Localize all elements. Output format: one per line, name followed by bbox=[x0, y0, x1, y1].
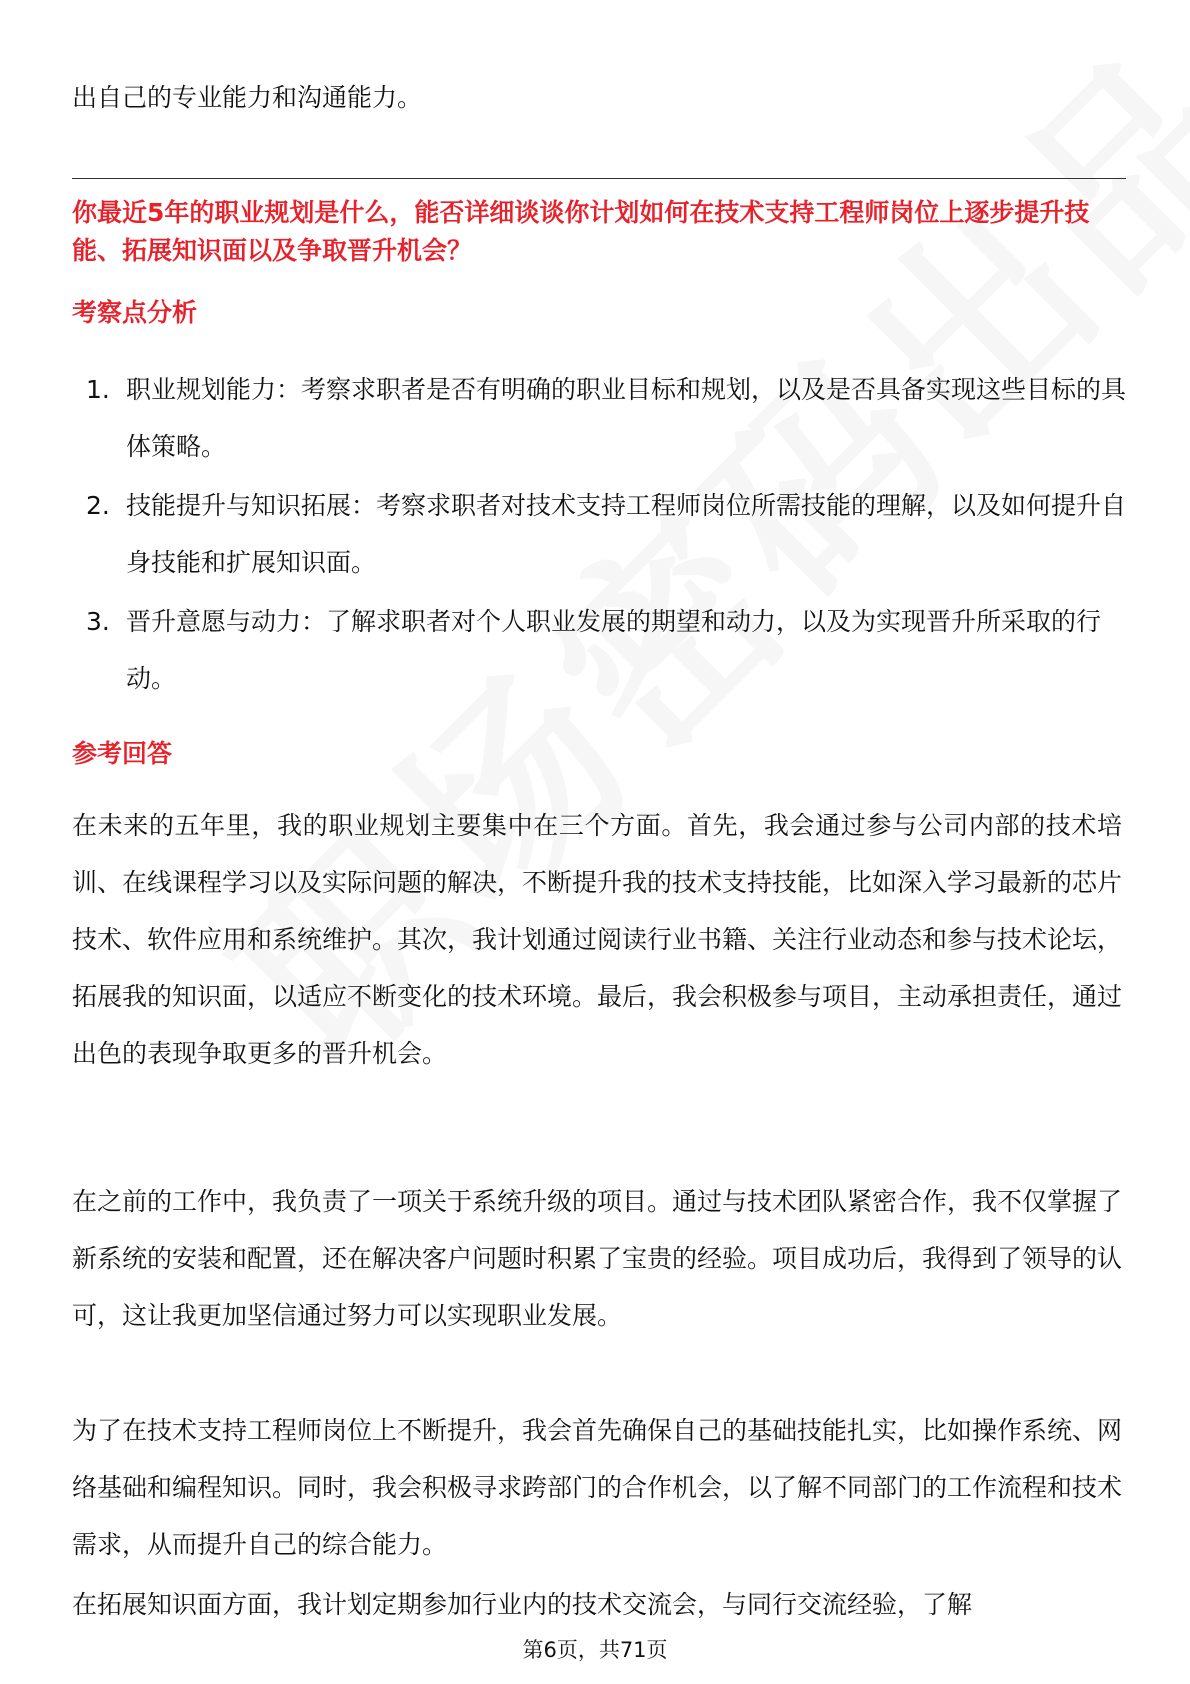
list-item bbox=[72, 361, 1132, 475]
section-divider bbox=[72, 178, 1126, 179]
list-item-number: 2. bbox=[86, 491, 110, 520]
list-item-text: 职业规划能力：考察求职者是否有明确的职业目标和规划，以及是否具备实现这些目标的具体策略。 bbox=[126, 375, 1127, 461]
answer-paragraph: 为了在技术支持工程师岗位上不断提升，我会首先确保自己的基础技能扎实，比如操作系统、网络基础和编程知识。同时，我会积极寻求跨部门的合作机会，以了解不同部门的工作流程和技术需求，从而提升自己的综合能力。 bbox=[72, 1416, 1123, 1559]
page-footer: 第6页，共71页 bbox=[522, 1638, 668, 1662]
answer-paragraph: 在之前的工作中，我负责了一项关于系统升级的项目。通过与技术团队紧密合作，我不仅掌握了新系统的安装和配置，还在解决客户问题时积累了宝贵的经验。项目成功后，我得到了领导的认可，这让我更加坚信通过努力可以实现职业发展。 bbox=[72, 1187, 1123, 1330]
analysis-heading: 考察点分析 bbox=[72, 298, 198, 327]
analysis-list bbox=[72, 361, 1132, 709]
question-title: 你最近5年的职业规划是什么，能否详细谈谈你计划如何在技术支持工程师岗位上逐步提升技能、拓展知识面以及争取晋升机会？ bbox=[72, 198, 1090, 265]
list-item bbox=[72, 593, 1132, 707]
answer-heading: 参考回答 bbox=[72, 739, 173, 768]
answer-paragraph: 在未来的五年里，我的职业规划主要集中在三个方面。首先，我会通过参与公司内部的技术培训、在线课程学习以及实际问题的解决，不断提升我的技术支持技能，比如深入学习最新的芯片技术、软件应用和系统维护。其次，我计划通过阅读行业书籍、关注行业动态和参与技术论坛，拓展我的知识面，以适应不断变化的技术环境。最后，我会积极参与项目，主动承担责任，通过出色的表现争取更多的晋升机会。 bbox=[72, 811, 1123, 1068]
list-item-text: 技能提升与知识拓展：考察求职者对技术支持工程师岗位所需技能的理解，以及如何提升自身技能和扩展知识面。 bbox=[126, 491, 1127, 577]
list-item-text: 晋升意愿与动力：了解求职者对个人职业发展的期望和动力，以及为实现晋升所采取的行动。 bbox=[126, 607, 1102, 693]
list-item-number: 1. bbox=[86, 375, 110, 404]
lead-text: 出自己的专业能力和沟通能力。 bbox=[72, 83, 423, 112]
list-item bbox=[72, 477, 1132, 591]
answer-paragraph: 在拓展知识面方面，我计划定期参加行业内的技术交流会，与同行交流经验，了解 bbox=[72, 1590, 973, 1619]
list-item-number: 3. bbox=[86, 607, 110, 636]
